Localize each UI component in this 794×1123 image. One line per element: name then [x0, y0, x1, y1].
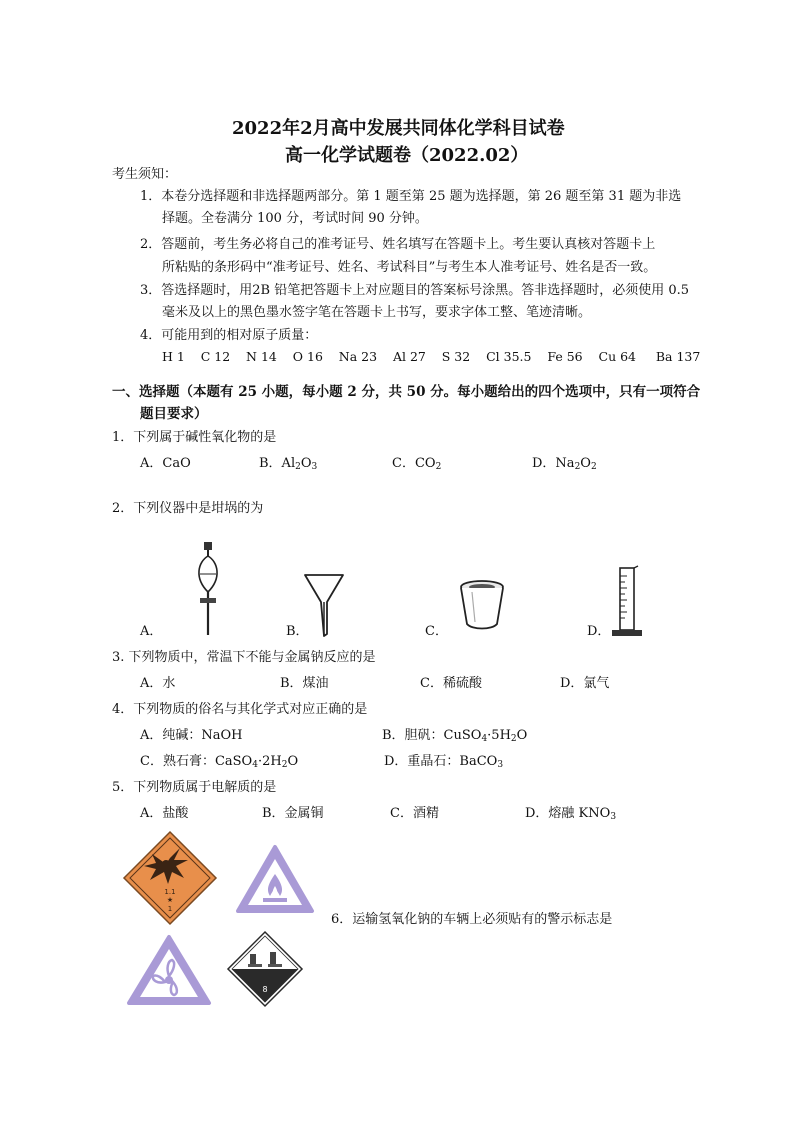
crucible-icon [458, 578, 506, 632]
q5-option-a: A．盐酸 [140, 806, 189, 821]
funnel-icon [302, 572, 346, 638]
q1-option-c: C．$CO_2$ [392, 456, 442, 472]
q2-option-c: C． [425, 624, 448, 639]
flammable-warning-sign-icon [236, 844, 314, 914]
notice-item-4: 4．可能用到的相对原子质量： [140, 328, 318, 343]
notice-heading: 考生须知： [112, 167, 178, 182]
q4-option-a: A．纯碱：NaOH [140, 728, 243, 743]
notice-item-3-line-2: 毫米及以上的黑色墨水签字笔在答题卡上书写，要求字体工整、笔迹清晰。 [162, 305, 592, 320]
q5-stem: 5．下列物质属于电解质的是 [112, 780, 277, 795]
q5-option-d: D．熔融 $KNO_3$ [525, 806, 617, 822]
q1-option-a: A．CaO [140, 456, 191, 471]
q3-option-b: B．煤油 [280, 676, 329, 691]
q3-stem: 3. 下列物质中，常温下不能与金属钠反应的是 [112, 650, 376, 665]
q3-option-a: A．水 [140, 676, 176, 691]
q2-stem: 2．下列仪器中是坩埚的为 [112, 501, 264, 516]
atomic-masses: H 1 C 12 N 14 O 16 Na 23 Al 27 S 32 Cl 35.5 Fe 56 Cu 64 Ba 137 [162, 349, 701, 364]
q1-option-b: B．$Al_2O_3$ [259, 456, 318, 472]
notice-item-2-line-1: 2．答题前，考生务必将自己的准考证号、姓名填写在答题卡上。考生要认真核对答题卡上 [140, 237, 656, 252]
svg-text:1.1: 1.1 [164, 888, 176, 896]
q2-option-a: A． [140, 624, 163, 639]
notice-item-1-line-2: 择题。全卷满分 100 分，考试时间 90 分钟。 [162, 211, 428, 226]
q5-option-c: C．酒精 [390, 806, 439, 821]
q6-stem: 6．运输氢氧化钠的车辆上必须贴有的警示标志是 [331, 912, 613, 927]
q5-option-b: B．金属铜 [262, 806, 324, 821]
explosive-warning-sign-icon [122, 830, 218, 926]
svg-text:8: 8 [262, 985, 268, 994]
corrosive-warning-sign-icon [226, 930, 304, 1008]
q2-option-d: D． [587, 624, 611, 639]
q4-stem: 4．下列物质的俗名与其化学式对应正确的是 [112, 702, 368, 717]
q3-option-d: D．氯气 [560, 676, 610, 691]
q4-option-d: D．重晶石：BaCO$_3$ [384, 754, 504, 770]
graduated-cylinder-icon [610, 566, 644, 638]
q1-option-d: D．$Na_2O_2$ [532, 456, 597, 472]
svg-text:★: ★ [166, 896, 174, 904]
exam-title: 2022年2月高中发展共同体化学科目试卷 [232, 118, 565, 139]
notice-item-2-line-2: 所粘贴的条形码中“准考证号、姓名、考试科目”与考生本人准考证号、姓名是否一致。 [162, 260, 657, 275]
exam-subtitle: 高一化学试题卷（2022.02） [285, 145, 529, 166]
q2-option-b: B． [286, 624, 309, 639]
ventilation-warning-sign-icon [126, 934, 212, 1006]
q3-option-c: C．稀硫酸 [420, 676, 482, 691]
svg-text:1: 1 [167, 905, 173, 913]
separatory-funnel-icon [188, 540, 228, 640]
notice-item-3-line-1: 3．答选择题时，用2B 铅笔把答题卡上对应题目的答案标号涂黑。答非选择题时，必须使用 0.5 [140, 283, 690, 298]
notice-item-1-line-1: 1．本卷分选择题和非选择题两部分。第 1 题至第 25 题为选择题，第 26 题至第 31 题为非选 [140, 189, 682, 204]
q4-option-c: C．熟石膏：$CaSO_4\cdot 2H_2O$ [140, 754, 299, 770]
section-1-heading-line-1: 一、选择题（本题有 25 小题，每小题 2 分，共 50 分。每小题给出的四个选项中，只有一项符合 [112, 384, 701, 400]
q1-stem: 1．下列属于碱性氧化物的是 [112, 430, 277, 445]
section-1-heading-line-2: 题目要求） [140, 406, 208, 422]
q4-option-b: B．胆矾：$CuSO_4\cdot 5H_2O$ [382, 728, 528, 744]
